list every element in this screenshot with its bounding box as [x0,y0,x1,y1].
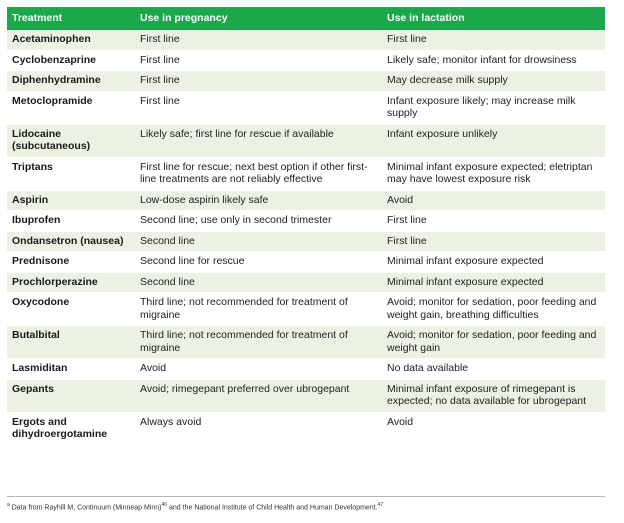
footnote-marker: a [7,502,10,508]
lactation-cell: First line [382,231,605,252]
pregnancy-cell: First line [135,50,382,71]
footnote-ref-46: 46 [161,502,168,508]
pregnancy-cell: First line [135,71,382,92]
lactation-cell: Avoid [382,412,605,445]
treatment-cell: Cyclobenzaprine [7,50,135,71]
pregnancy-cell: Always avoid [135,412,382,445]
pregnancy-cell: Avoid; rimegepant preferred over ubrogepant [135,379,382,412]
pregnancy-cell: Second line [135,272,382,293]
pregnancy-cell: First line for rescue; next best option if other first-line treatments are not reliably effective [135,157,382,190]
lactation-cell: Minimal infant exposure expected; eletriptan may have lowest exposure risk [382,157,605,190]
pregnancy-cell: Third line; not recommended for treatment of migraine [135,326,382,359]
table-row [7,30,605,50]
header-use-in-lactation: Use in lactation [382,7,605,30]
lactation-cell: Avoid; monitor for sedation, poor feeding and weight gain, breathing difficulties [382,293,605,326]
medication-table-container [7,7,605,446]
treatment-cell: Lasmiditan [7,359,135,380]
table-row [7,190,605,211]
footnote-text-middle: and the National Institute of Child Health and Human Development. [167,504,378,512]
treatment-cell: Butalbital [7,326,135,359]
lactation-cell: Minimal infant exposure expected [382,252,605,273]
pregnancy-cell: Second line; use only in second trimester [135,211,382,232]
table-row [7,412,605,445]
treatment-cell: Ondansetron (nausea) [7,231,135,252]
treatment-cell: Aspirin [7,190,135,211]
pregnancy-cell: Avoid [135,359,382,380]
lactation-cell: Infant exposure likely; may increase milk supply [382,91,605,124]
footnote [7,496,605,512]
table-row [7,293,605,326]
lactation-cell: Minimal infant exposure of rimegepant is expected; no data available for ubrogepant [382,379,605,412]
treatment-cell: Gepants [7,379,135,412]
table-row [7,211,605,232]
header-use-in-pregnancy: Use in pregnancy [135,7,382,30]
lactation-cell: Avoid; monitor for sedation, poor feeding and weight gain [382,326,605,359]
lactation-cell: Likely safe; monitor infant for drowsiness [382,50,605,71]
treatment-cell: Ibuprofen [7,211,135,232]
table-body [7,30,605,445]
table-row [7,91,605,124]
medication-safety-table [7,7,605,446]
pregnancy-cell: Likely safe; first line for rescue if available [135,124,382,157]
pregnancy-cell: Second line [135,231,382,252]
table-row [7,252,605,273]
table-row [7,379,605,412]
treatment-cell: Metoclopramide [7,91,135,124]
table-header-row [7,7,605,30]
treatment-cell: Ergots and dihydroergotamine [7,412,135,445]
footnote-text: Data from Rayhill M, Continuum (Minneap Minn) [11,504,162,512]
pregnancy-cell: Second line for rescue [135,252,382,273]
table-row [7,124,605,157]
lactation-cell: Avoid [382,190,605,211]
footnote-ref-47: 47 [377,502,384,508]
table-row [7,326,605,359]
treatment-cell: Diphenhydramine [7,71,135,92]
lactation-cell: Infant exposure unlikely [382,124,605,157]
pregnancy-cell: Low-dose aspirin likely safe [135,190,382,211]
lactation-cell: Minimal infant exposure expected [382,272,605,293]
lactation-cell: May decrease milk supply [382,71,605,92]
treatment-cell: Acetaminophen [7,30,135,50]
treatment-cell: Prochlorperazine [7,272,135,293]
table-row [7,50,605,71]
lactation-cell: First line [382,30,605,50]
table-row [7,272,605,293]
lactation-cell: No data available [382,359,605,380]
table-row [7,157,605,190]
table-row [7,231,605,252]
pregnancy-cell: First line [135,91,382,124]
treatment-cell: Triptans [7,157,135,190]
lactation-cell: First line [382,211,605,232]
treatment-cell: Oxycodone [7,293,135,326]
table-row [7,71,605,92]
pregnancy-cell: Third line; not recommended for treatment of migraine [135,293,382,326]
pregnancy-cell: First line [135,30,382,50]
treatment-cell: Lidocaine (subcutaneous) [7,124,135,157]
table-row [7,359,605,380]
header-treatment: Treatment [7,7,135,30]
treatment-cell: Prednisone [7,252,135,273]
